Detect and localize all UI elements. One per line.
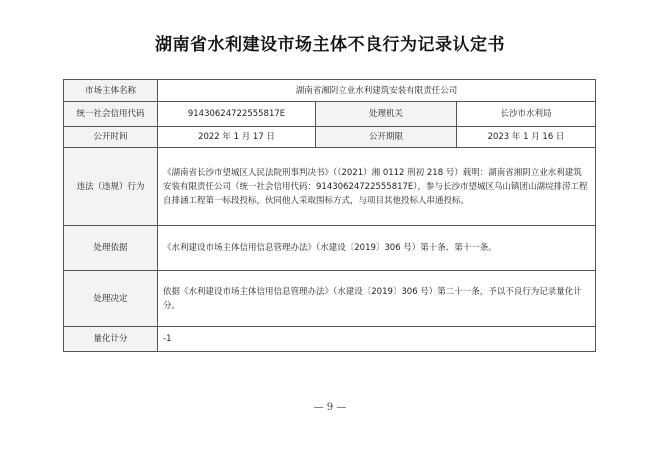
basis-value: 《水利建设市场主体信用信息管理办法》（水建设〔2019〕306 号）第十条、第十一条。 <box>158 226 596 271</box>
credit-code-label: 统一社会信用代码 <box>64 102 158 127</box>
page-number: — 9 — <box>313 402 347 413</box>
basis-label: 处理依据 <box>64 226 158 271</box>
publish-time-label: 公开时间 <box>64 127 158 148</box>
row-basis <box>64 226 596 271</box>
row-decision <box>64 271 596 327</box>
publish-period-value: 2023 年 1 月 16 日 <box>457 127 596 148</box>
row-publish <box>64 127 596 148</box>
entity-name-label: 市场主体名称 <box>64 80 158 102</box>
authority-label: 处理机关 <box>316 102 457 127</box>
violation-label: 违法（违规）行为 <box>64 148 158 226</box>
violation-value: 《湖南省长沙市望城区人民法院刑事判决书》（（2021）湘 0112 刑初 218 号）载明：湖南省湘阴立业水利建筑安装有限责任公司（统一社会信用代码：91430624722555817E），参与长沙市望城区乌山镇团山湖垸排涝工程自排涵工程第一标段投标，伙同他人采取围标方式，与项目其他投标人串通投标。 <box>158 148 596 226</box>
row-credit-code <box>64 102 596 127</box>
row-violation <box>64 148 596 226</box>
row-entity-name <box>64 80 596 102</box>
record-table <box>63 79 596 352</box>
score-value: -1 <box>158 327 596 352</box>
publish-time-value: 2022 年 1 月 17 日 <box>158 127 316 148</box>
decision-value: 依据《水利建设市场主体信用信息管理办法》（水建设〔2019〕306 号）第二十一条，予以不良行为记录量化计分。 <box>158 271 596 327</box>
credit-code-value: 91430624722555817E <box>158 102 316 127</box>
authority-value: 长沙市水利局 <box>457 102 596 127</box>
publish-period-label: 公开期限 <box>316 127 457 148</box>
document-title: 湖南省水利建设市场主体不良行为记录认定书 <box>155 35 505 55</box>
entity-name-value: 湖南省湘阴立业水利建筑安装有限责任公司 <box>158 80 596 102</box>
row-score <box>64 327 596 352</box>
score-label: 量化计分 <box>64 327 158 352</box>
decision-label: 处理决定 <box>64 271 158 327</box>
